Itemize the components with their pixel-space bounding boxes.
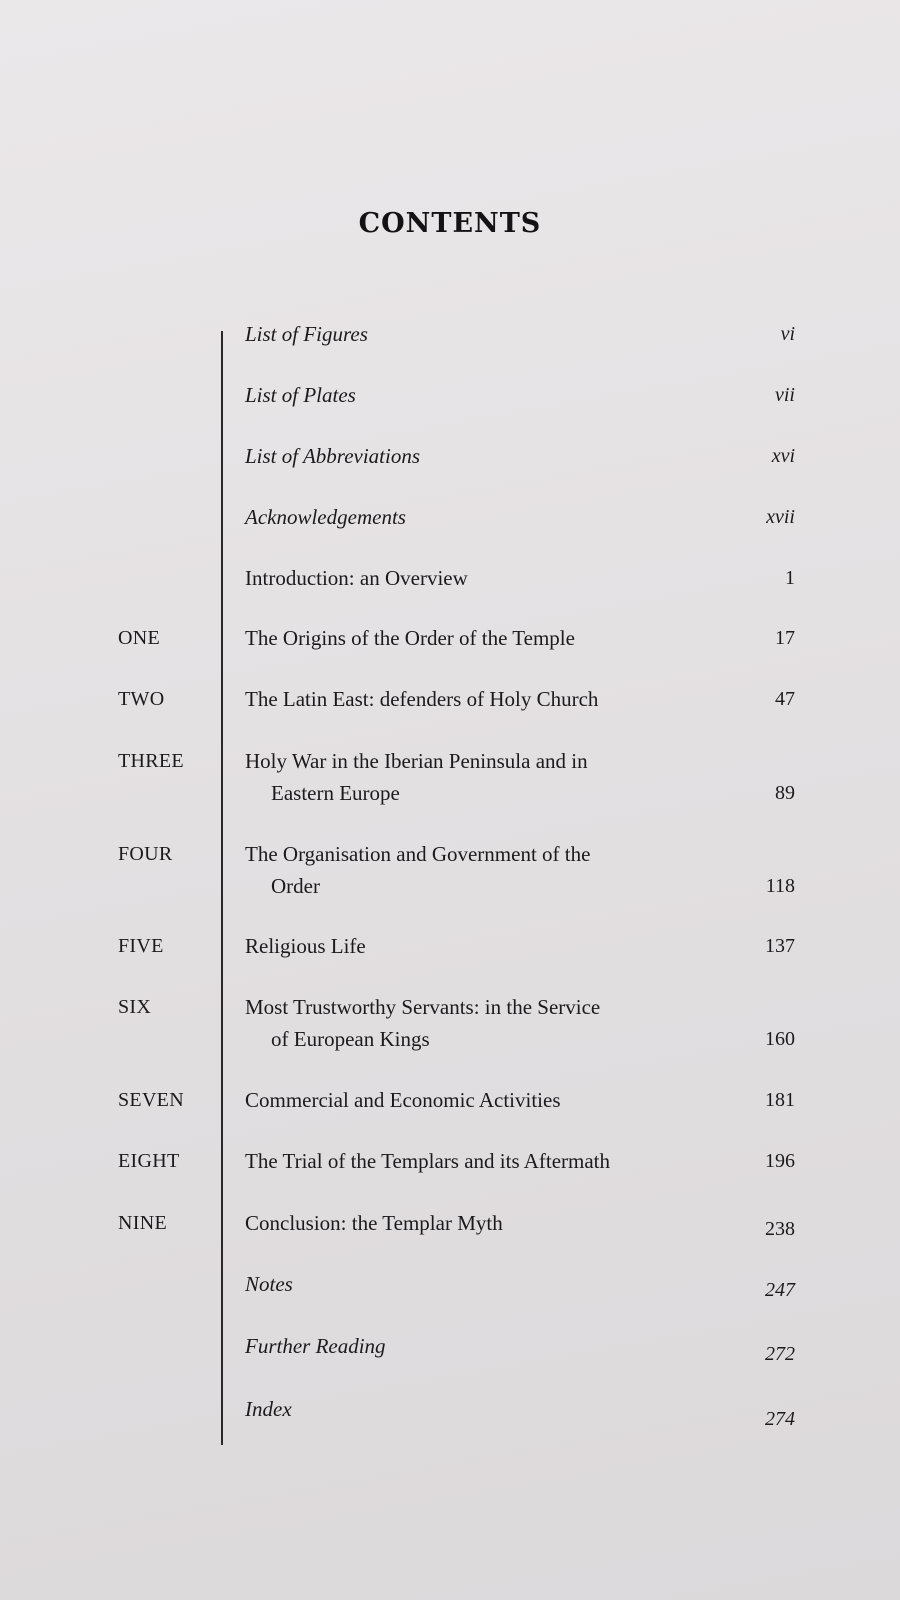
entry-title: Commercial and Economic Activities (245, 1088, 561, 1112)
page-number: 89 (775, 782, 795, 804)
page-number: vi (780, 323, 795, 345)
chapter-number: SIX (118, 996, 152, 1018)
page-number: 118 (765, 875, 795, 897)
vertical-divider (221, 331, 223, 1445)
entry-title: Conclusion: the Templar Myth (245, 1211, 503, 1235)
page-number: 160 (765, 1028, 795, 1050)
page-number: vii (775, 384, 795, 406)
entry-title: Index (245, 1397, 292, 1421)
chapter-number: FIVE (118, 935, 164, 957)
entry-title: Further Reading (245, 1334, 386, 1358)
page-number: 274 (765, 1408, 795, 1430)
entry-title-continuation: of European Kings (271, 1027, 430, 1051)
chapter-number: ONE (118, 627, 161, 649)
page-number: 181 (765, 1089, 795, 1111)
entry-title: Religious Life (245, 934, 366, 958)
page-number: xvi (771, 445, 795, 467)
entry-title: The Origins of the Order of the Temple (245, 626, 575, 650)
entry-title: The Organisation and Government of the Order (245, 838, 720, 902)
chapter-number: EIGHT (118, 1150, 180, 1172)
chapter-number: THREE (118, 750, 184, 772)
page-number: 196 (765, 1150, 795, 1172)
page-number: xvii (766, 506, 795, 528)
page-number: 272 (765, 1343, 795, 1365)
entry-title: Holy War in the Iberian Peninsula and in Eastern Europe (245, 745, 720, 809)
page-number: 1 (785, 567, 795, 589)
page-number: 47 (775, 688, 795, 710)
entry-title: Acknowledgements (245, 505, 406, 529)
page-number: 137 (765, 935, 795, 957)
entry-title: The Trial of the Templars and its Aftermath (245, 1149, 610, 1173)
page-title: contents (358, 196, 542, 241)
chapter-number: FOUR (118, 843, 173, 865)
entry-title-continuation: Order (271, 874, 320, 898)
chapter-number: NINE (118, 1212, 167, 1234)
page-number: 247 (765, 1279, 795, 1301)
entry-title: List of Plates (245, 383, 356, 407)
entry-title: Introduction: an Overview (245, 566, 468, 590)
entry-title: Notes (245, 1272, 293, 1296)
entry-title: List of Figures (245, 322, 368, 346)
entry-title: List of Abbreviations (245, 444, 421, 468)
chapter-number: SEVEN (118, 1089, 184, 1111)
chapter-number: TWO (118, 688, 165, 710)
entry-title: The Latin East: defenders of Holy Church (245, 687, 599, 711)
page-number: 17 (775, 627, 795, 649)
entry-title-continuation: Eastern Europe (271, 781, 400, 805)
page-number: 238 (765, 1218, 795, 1240)
entry-title: Most Trustworthy Servants: in the Service of European Kings (245, 991, 720, 1055)
